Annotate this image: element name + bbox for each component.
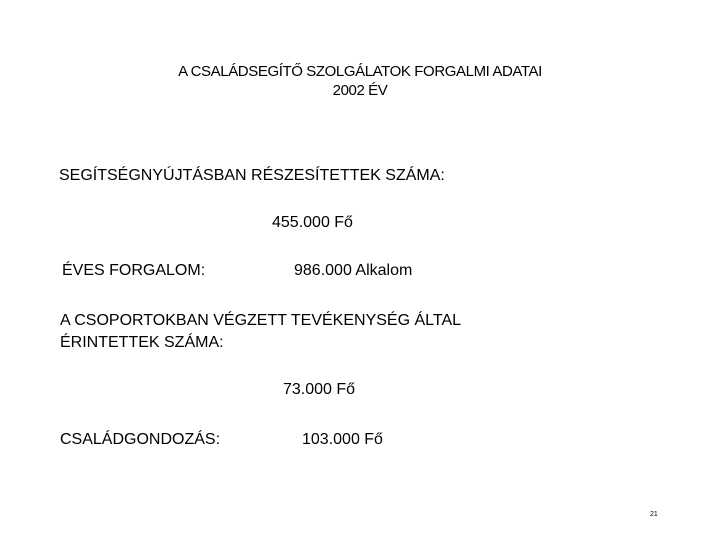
group-activity-label-line2: ÉRINTETTEK SZÁMA: [60,334,224,351]
slide-title: A CSALÁDSEGÍTŐ SZOLGÁLATOK FORGALMI ADATAI [178,63,542,80]
group-activity-label-line1: A CSOPORTOKBAN VÉGZETT TEVÉKENYSÉG ÁLTAL [60,312,462,329]
family-care-value: 103.000 Fő [302,431,383,448]
annual-traffic-value: 986.000 Alkalom [294,262,413,279]
assisted-count-value: 455.000 Fő [272,214,353,231]
family-care-label: CSALÁDGONDOZÁS: [60,431,221,448]
group-activity-value: 73.000 Fő [283,381,356,398]
annual-traffic-label: ÉVES FORGALOM: [62,262,206,279]
page-number: 21 [650,511,658,518]
assisted-count-label: SEGÍTSÉGNYÚJTÁSBAN RÉSZESÍTETTEK SZÁMA: [59,167,445,184]
slide-subtitle-year: 2002 ÉV [332,82,388,99]
